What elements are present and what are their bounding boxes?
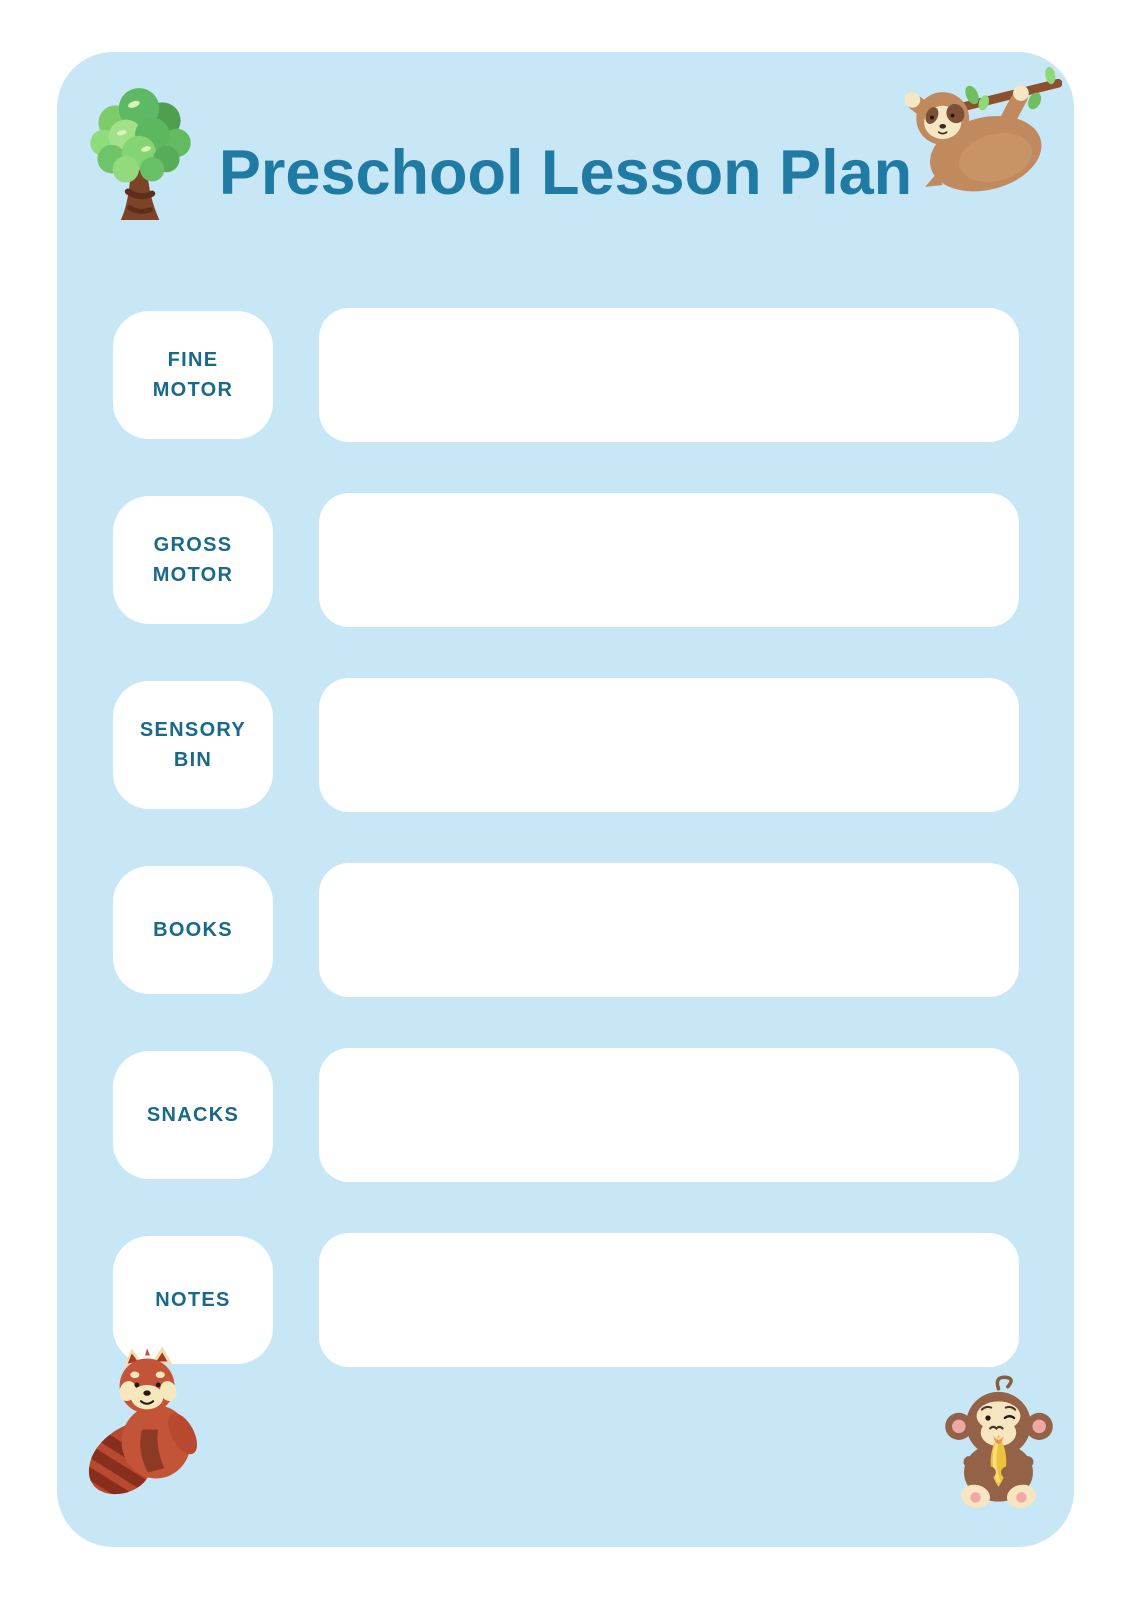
books-field[interactable] xyxy=(319,863,1019,997)
books-label: BOOKS xyxy=(113,866,273,994)
monkey-icon xyxy=(944,1370,1054,1512)
notes-label: NOTES xyxy=(113,1236,273,1364)
sensory-bin-label: SENSORY BIN xyxy=(113,681,273,809)
lesson-rows xyxy=(57,308,1074,1367)
gross-motor-label: GROSS MOTOR xyxy=(113,496,273,624)
gross-motor-field[interactable] xyxy=(319,493,1019,627)
red-panda-icon xyxy=(83,1340,205,1498)
fine-motor-label: FINE MOTOR xyxy=(113,311,273,439)
lesson-plan-card xyxy=(57,52,1074,1547)
snacks-label: SNACKS xyxy=(113,1051,273,1179)
fine-motor-field[interactable] xyxy=(319,308,1019,442)
page-title: Preschool Lesson Plan xyxy=(218,138,913,208)
row-books xyxy=(113,863,1019,997)
row-notes xyxy=(113,1233,1019,1367)
row-snacks xyxy=(113,1048,1019,1182)
row-gross-motor xyxy=(113,493,1019,627)
notes-field[interactable] xyxy=(319,1233,1019,1367)
sensory-bin-field[interactable] xyxy=(319,678,1019,812)
row-fine-motor xyxy=(113,308,1019,442)
snacks-field[interactable] xyxy=(319,1048,1019,1182)
row-sensory-bin xyxy=(113,678,1019,812)
